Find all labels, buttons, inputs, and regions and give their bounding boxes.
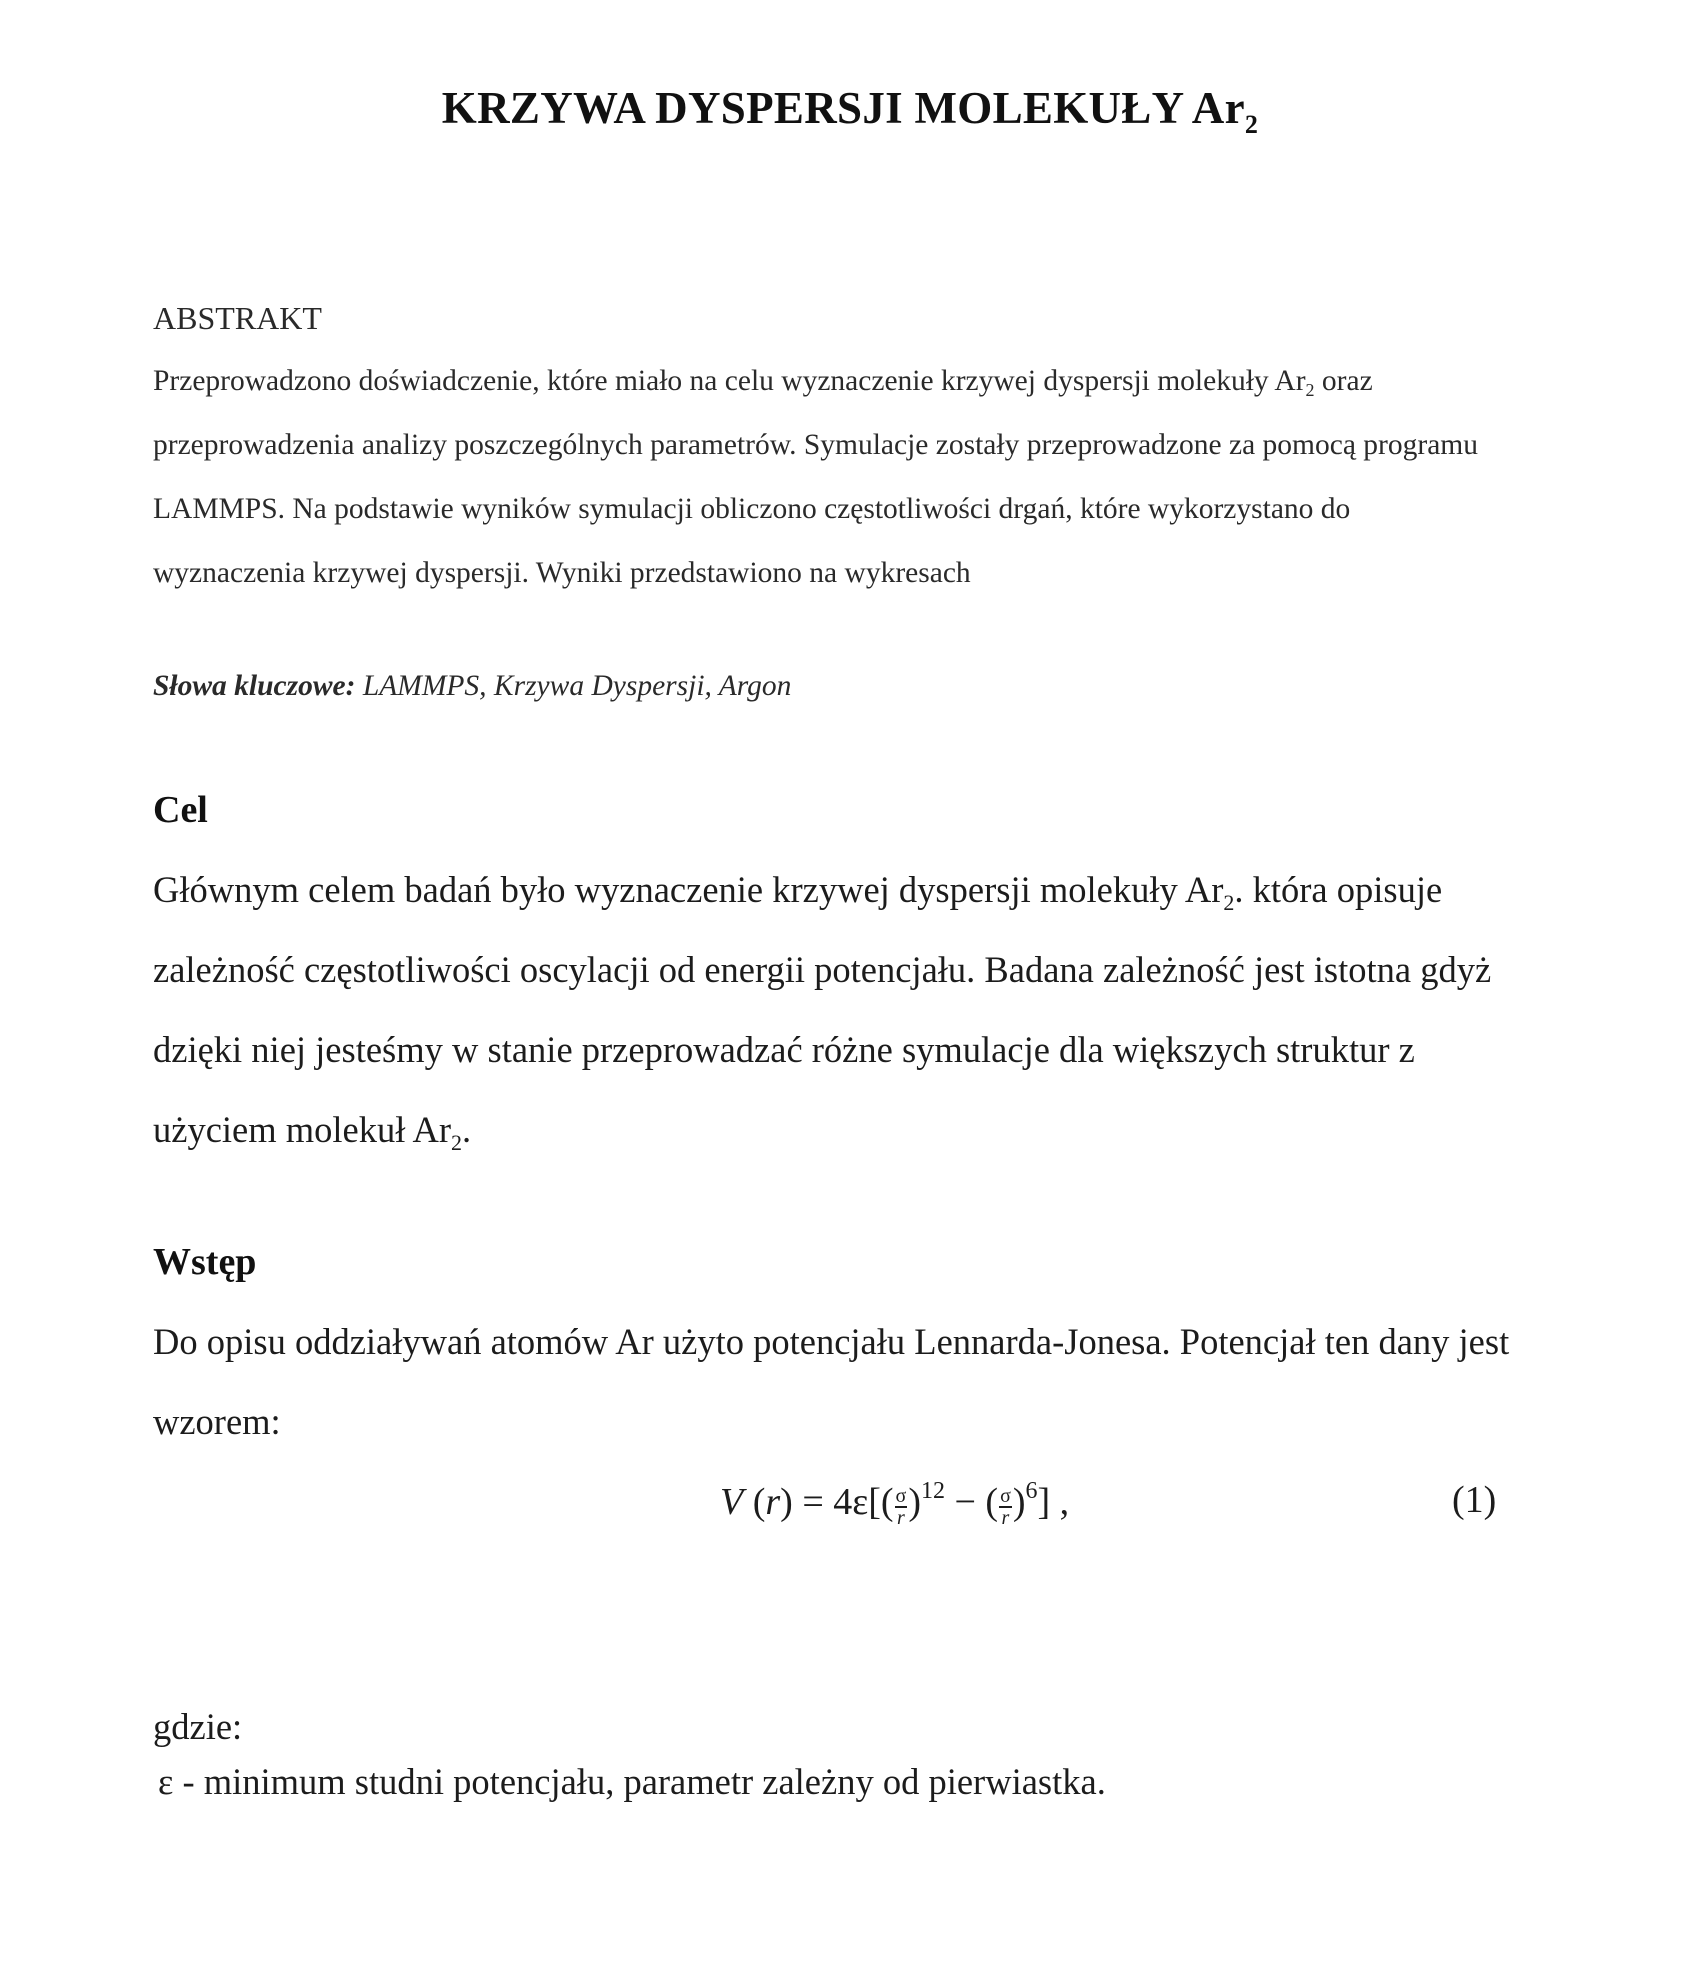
abstract-line: przeprowadzenia analizy poszczególnych parametrów. Symulacje zostały przeprowadzone za pomocą programu [153, 429, 1478, 461]
equation-number: (1) [1452, 1479, 1497, 1521]
abstract-heading: ABSTRAKT [153, 300, 322, 336]
section-heading-cel: Cel [153, 789, 208, 831]
keywords-label: Słowa kluczowe: [153, 670, 356, 702]
paragraph-line: Głównym celem badań było wyznaczenie krzywej dyspersji molekuły $Ar_2$. która opisuje [153, 869, 1443, 915]
sigma-over-r-fraction: $\frac{\sigma}{r}$ [1000, 1485, 1011, 1529]
abstract-line: LAMMPS. Na podstawie wyników symulacji obliczono częstotliwości drgań, które wykorzystano do [153, 493, 1351, 525]
epsilon-symbol: ε [158, 1761, 174, 1802]
section-heading-wstep: Wstęp [153, 1241, 257, 1283]
definition-epsilon: ε - minimum studni potencjału, parametr zależny od pierwiastka. [158, 1761, 1106, 1802]
abstract-line: wyznaczenia krzywej dyspersji. Wyniki przedstawiono na wykresach [153, 557, 971, 589]
paragraph-line: wzorem: [153, 1401, 281, 1442]
abstract-line: Przeprowadzono doświadczenie, które miało na celu wyznaczenie krzywej dyspersji molekuły $Ar_2$ oraz [153, 365, 1373, 400]
paragraph-line: zależność częstotliwości oscylacji od energii potencjału. Badana zależność jest istotna gdyż [153, 949, 1492, 990]
paragraph-line: użyciem molekuł $Ar_2$. [153, 1109, 472, 1155]
keywords [153, 670, 791, 703]
document-title: KRZYWA DYSPERSJI MOLEKUŁY $Ar_2$ [441, 83, 1259, 139]
paragraph-line: Do opisu oddziaływań atomów Ar użyto potencjału Lennarda-Jonesa. Potencjał ten dany jest [153, 1321, 1510, 1362]
lennard-jones-equation: V (r) = 4ε[( $\frac{\sigma}{r}$ )$^{12}$ − ( $\frac{\sigma}{r}$ )$^6$] , [720, 1478, 1070, 1529]
where-label: gdzie: [153, 1706, 243, 1747]
keywords-values: LAMMPS, Krzywa Dyspersji, Argon [355, 670, 792, 702]
sigma-over-r-fraction: $\frac{\sigma}{r}$ [895, 1485, 907, 1529]
paragraph-line: dzięki niej jesteśmy w stanie przeprowadzać różne symulacje dla większych struktur z [153, 1029, 1415, 1070]
title-subscript: 2 [1244, 110, 1259, 139]
